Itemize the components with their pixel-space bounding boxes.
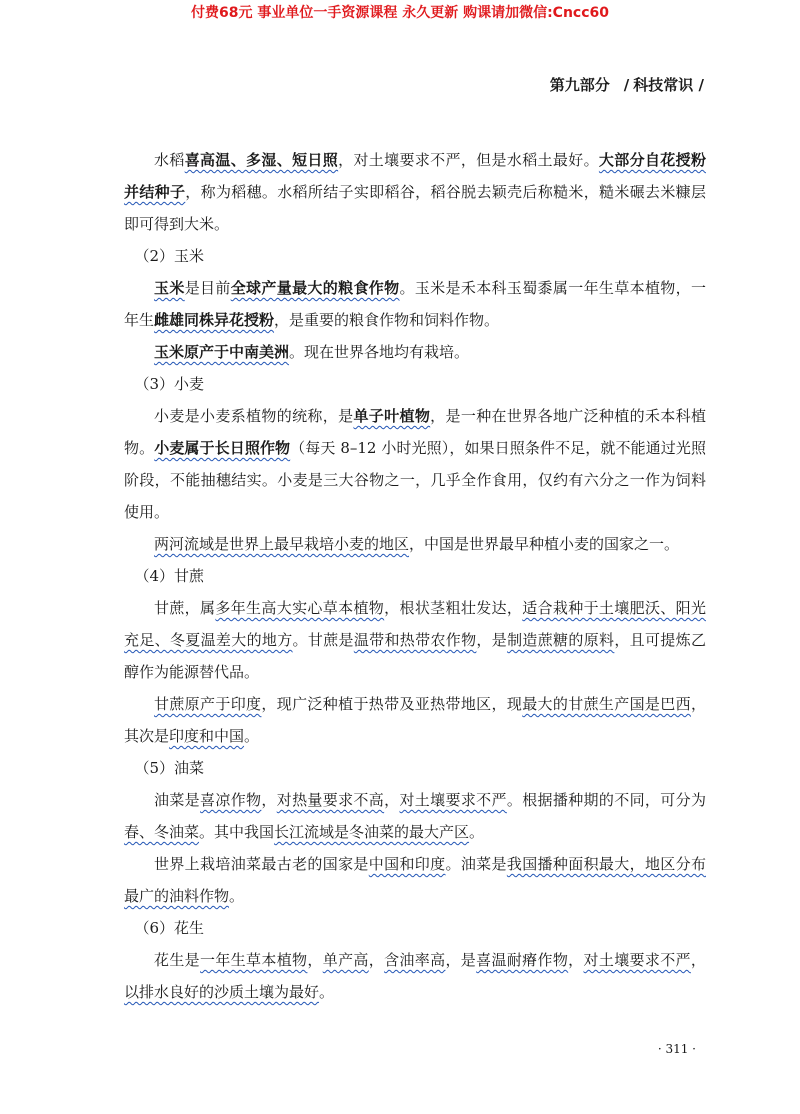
page-number: · 311 · (657, 1042, 696, 1056)
rapeseed-paragraph-2: 世界上栽培油菜最古老的国家是中国和印度。油菜是我国播种面积最大，地区分布最广的油料作物。 (124, 855, 706, 905)
document-body (124, 144, 706, 1008)
corn-heading: （2）玉米 (134, 247, 205, 265)
wheat-paragraph-2: 两河流域是世界上最早栽培小麦的地区，中国是世界最早种植小麦的国家之一。 (154, 535, 680, 553)
sugarcane-paragraph-2: 甘蔗原产于印度，现广泛种植于热带及亚热带地区，现最大的甘蔗生产国是巴西，其次是印度和中国。 (124, 695, 706, 745)
running-header: 第九部分 / 科技常识 / (549, 76, 704, 94)
peanut-paragraph-1: 花生是一年生草本植物，单产高，含油率高，是喜温耐瘠作物，对土壤要求不严，以排水良好的沙质土壤为最好。 (124, 951, 706, 1001)
header-part: 第九部分 (549, 76, 610, 94)
peanut-heading: （6）花生 (134, 919, 205, 937)
sugarcane-heading: （4）甘蔗 (134, 567, 205, 585)
watermark-banner: 付费68元 事业单位一手资源课程 永久更新 购课请加微信:Cncc60 (190, 5, 610, 21)
wheat-heading: （3）小麦 (134, 375, 205, 393)
rapeseed-paragraph-1: 油菜是喜凉作物，对热量要求不高，对土壤要求不严。根据播种期的不同，可分为春、冬油菜。其中我国长江流域是冬油菜的最大产区。 (124, 791, 706, 841)
rapeseed-heading: （5）油菜 (134, 759, 205, 777)
corn-paragraph-1: 玉米是目前全球产量最大的粮食作物。玉米是禾本科玉蜀黍属一年生草本植物，一年生雌雄同株异花授粉，是重要的粮食作物和饲料作物。 (124, 279, 706, 329)
header-section: 科技常识 (633, 76, 694, 94)
sugarcane-paragraph-1: 甘蔗，属多年生高大实心草本植物，根状茎粗壮发达，适合栽种于土壤肥沃、阳光充足、冬夏温差大的地方。甘蔗是温带和热带农作物，是制造蔗糖的原料，且可提炼乙醇作为能源替代品。 (124, 599, 706, 681)
wheat-paragraph-1: 小麦是小麦系植物的统称，是单子叶植物，是一种在世界各地广泛种植的禾本科植物。小麦属于长日照作物（每天 8–12 小时光照），如果日照条件不足，就不能通过光照阶段，不能抽穗结实。小麦是三大谷物之一，几乎全作食用，仅约有六分之一作为饲料使用。 (124, 407, 706, 521)
rice-paragraph: 水稻喜高温、多湿、短日照，对土壤要求不严，但是水稻土最好。大部分自花授粉并结种子，称为稻穗。水稻所结子实即稻谷，稻谷脱去颖壳后称糙米，糙米碾去米糠层即可得到大米。 (124, 151, 706, 233)
corn-paragraph-2: 玉米原产于中南美洲。现在世界各地均有栽培。 (154, 343, 470, 361)
